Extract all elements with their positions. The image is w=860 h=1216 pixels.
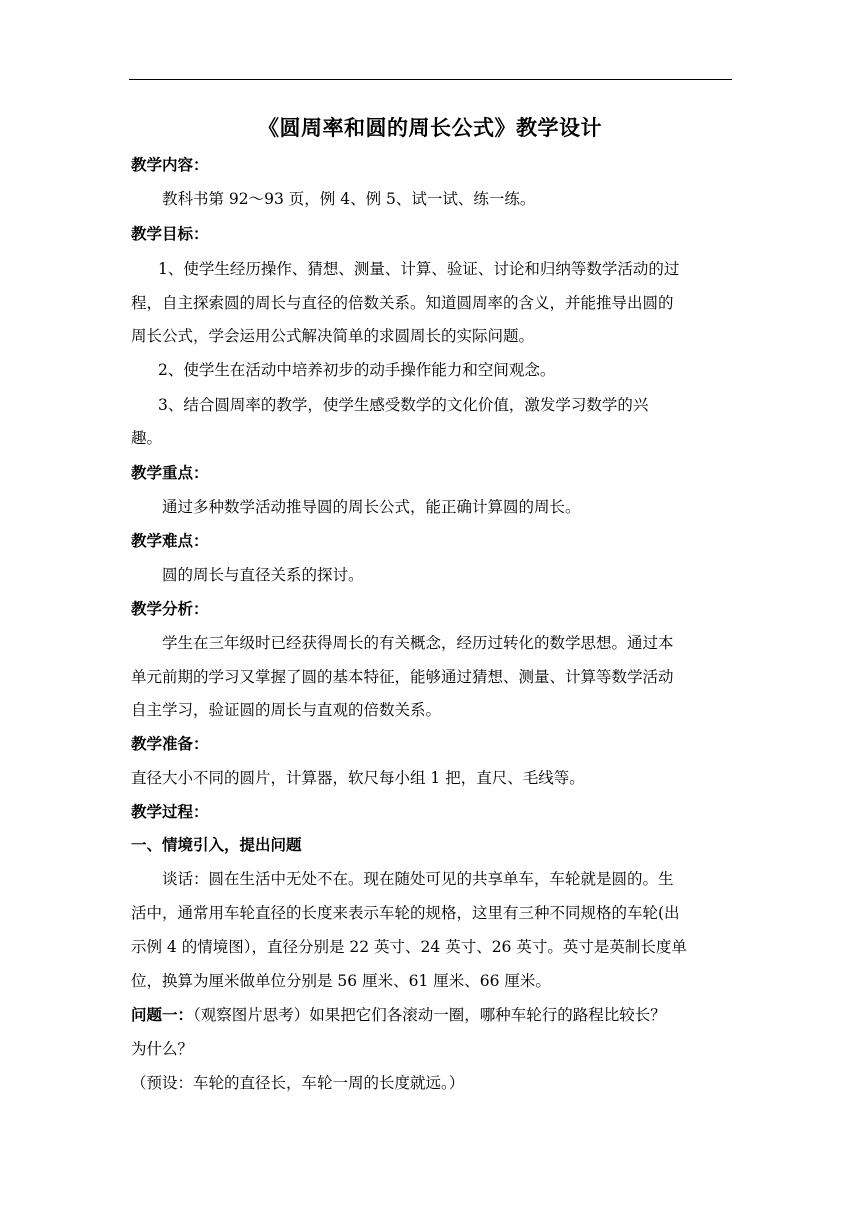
- preset-answer: （预设：车轮的直径长，车轮一周的长度就远。）: [131, 1074, 465, 1092]
- content-text: 教科书第 92～93 页，例 4、例 5、试一试、练一练。: [162, 190, 536, 208]
- goal-1-line-3: 周长公式，学会运用公式解决简单的求圆周长的实际问题。: [131, 327, 535, 345]
- page-title: 《圆周率和圆的周长公式》教学设计: [258, 116, 602, 140]
- content-heading: 教学内容：: [131, 156, 209, 174]
- question-1-text: （观察图片思考）如果把它们各滚动一圈，哪种车轮行的路程比较长？: [193, 1006, 666, 1024]
- goal-3-line-2: 趣。: [131, 429, 163, 447]
- talk-line-2: 活中，通常用车轮直径的长度来表示车轮的规格，这里有三种不同规格的车轮(出: [131, 904, 680, 922]
- process-heading: 教学过程：: [131, 803, 209, 821]
- difficulty-text: 圆的周长与直径关系的探讨。: [162, 566, 364, 584]
- talk-line-4: 位，换算为厘米做单位分别是 56 厘米、61 厘米、66 厘米。: [131, 972, 551, 990]
- analysis-line-3: 自主学习，验证圆的周长与直观的倍数关系。: [131, 701, 442, 719]
- analysis-line-1: 学生在三年级时已经获得周长的有关概念，经历过转化的数学思想。通过本: [162, 634, 674, 652]
- talk-line-1: 谈话：圆在生活中无处不在。现在随处可见的共享单车，车轮就是圆的。生: [162, 870, 674, 888]
- difficulty-heading: 教学难点：: [131, 532, 209, 550]
- key-points-heading: 教学重点：: [131, 464, 209, 482]
- goals-heading: 教学目标：: [131, 225, 209, 243]
- goal-1-line-2: 程，自主探索圆的周长与直径的倍数关系。知道圆周率的含义，并能推导出圆的: [131, 294, 674, 312]
- question-1-line-2: 为什么？: [131, 1040, 194, 1058]
- header-rule: [129, 79, 732, 80]
- goal-1-line-1: 1、使学生经历操作、猜想、测量、计算、验证、讨论和归纳等数学活动的过: [158, 260, 680, 278]
- analysis-heading: 教学分析：: [131, 600, 209, 618]
- talk-line-3: 示例 4 的情境图），直径分别是 22 英寸、24 英寸、26 英寸。英寸是英制长度单: [131, 938, 687, 956]
- goal-3-line-1: 3、结合圆周率的教学，使学生感受数学的文化价值，激发学习数学的兴: [158, 396, 649, 414]
- goal-2: 2、使学生在活动中培养初步的动手操作能力和空间观念。: [158, 361, 556, 379]
- step-1-heading: 一、情境引入，提出问题: [131, 836, 302, 854]
- question-1-label: 问题一：: [131, 1006, 194, 1024]
- preparation-text: 直径大小不同的圆片，计算器，软尺每小组 1 把，直尺、毛线等。: [131, 769, 585, 787]
- analysis-line-2: 单元前期的学习又掌握了圆的基本特征，能够通过猜想、测量、计算等数学活动: [131, 668, 674, 686]
- key-points-text: 通过多种数学活动推导圆的周长公式，能正确计算圆的周长。: [162, 498, 581, 516]
- preparation-heading: 教学准备：: [131, 735, 209, 753]
- question-1: [131, 1005, 666, 1025]
